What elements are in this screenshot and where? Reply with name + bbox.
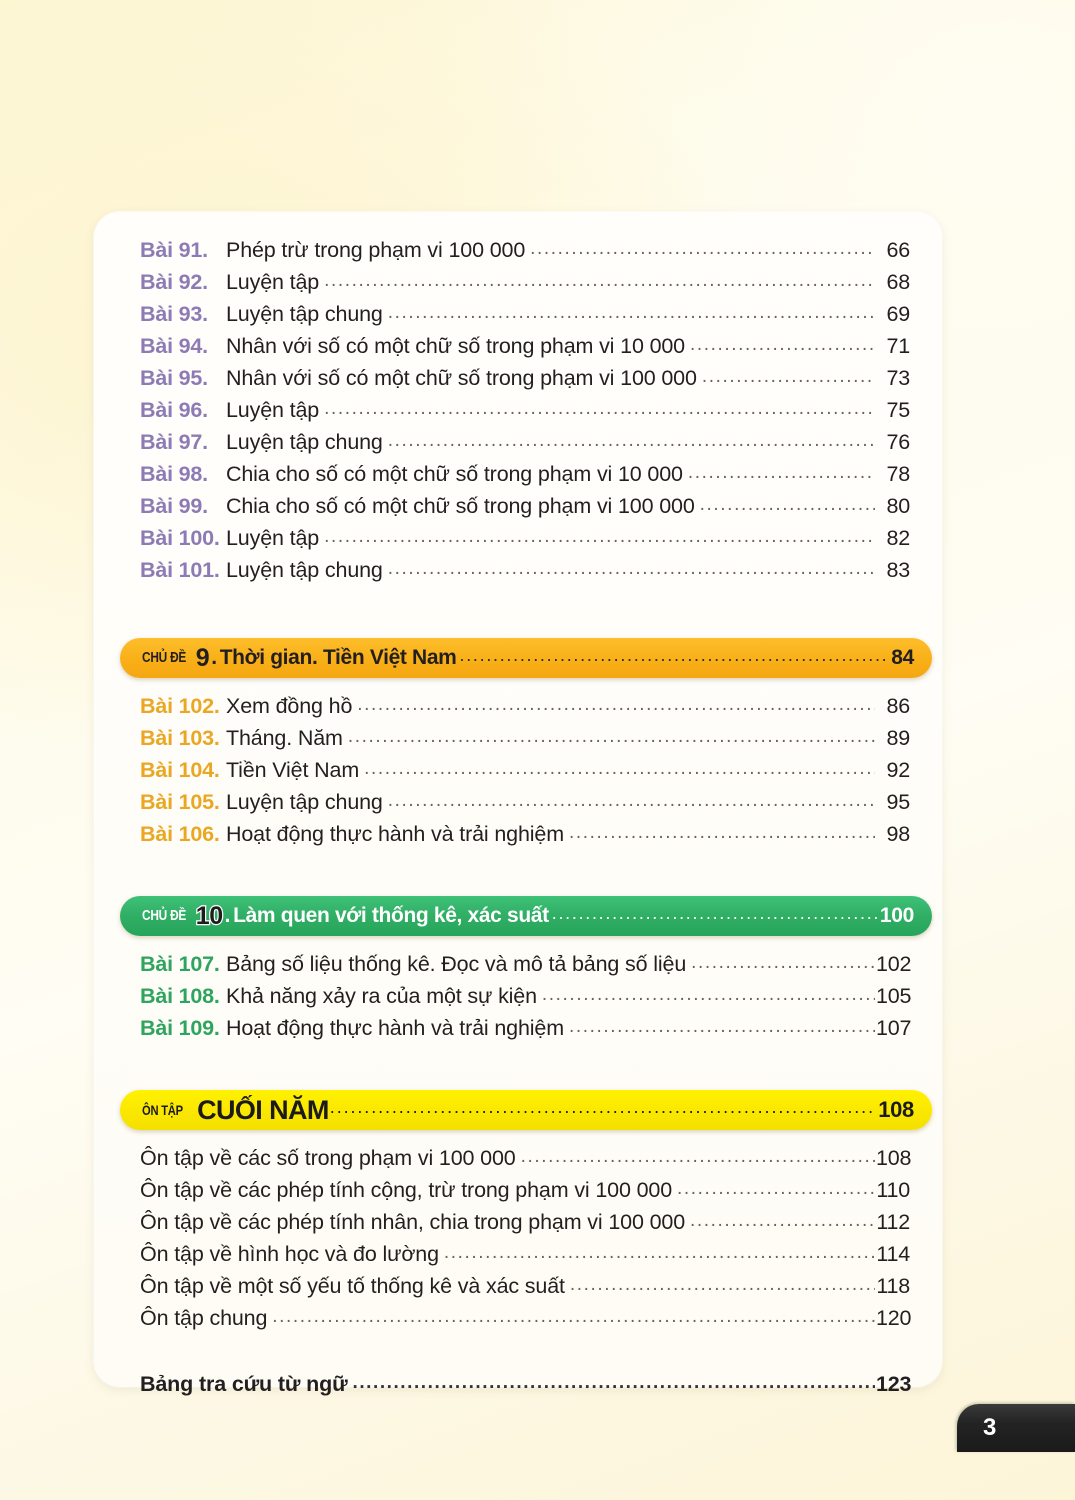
chapter-number: 10 [195, 901, 223, 930]
index-entry-page: 123 [876, 1372, 912, 1396]
lesson-page-number: 98 [886, 822, 910, 846]
leader-dots [690, 335, 875, 354]
toc-row[interactable] [140, 1018, 910, 1050]
toc-row[interactable] [140, 304, 910, 336]
lesson-group-purple [140, 240, 910, 592]
leader-dots [690, 1211, 875, 1230]
lesson-title: Bảng số liệu thống kê. Đọc và mô tả bảng số liệu [226, 952, 687, 976]
leader-dots [677, 1179, 875, 1198]
leader-dots [460, 645, 890, 666]
leader-dots [324, 527, 875, 546]
leader-dots [388, 431, 875, 450]
review-kicker-label: ÔN TẬP [142, 1102, 183, 1118]
lesson-title: Ôn tập về hình học và đo lường [140, 1242, 439, 1266]
toc-row[interactable] [140, 560, 910, 592]
lesson-title: Ôn tập về một số yếu tố thống kê và xác suất [140, 1274, 565, 1298]
page-number: 3 [983, 1414, 997, 1441]
lesson-label: Bài 95. [140, 366, 208, 390]
lesson-title: Luyện tập [226, 270, 320, 294]
lesson-page-number: 75 [886, 398, 910, 422]
toc-row[interactable] [140, 496, 910, 528]
leader-dots [552, 903, 878, 924]
spacer [140, 856, 910, 896]
chapter-number: 9 [195, 643, 210, 672]
toc-row[interactable] [140, 728, 910, 760]
chapter-page-number: 100 [879, 904, 914, 927]
lesson-title: Khả năng xảy ra của một sự kiện [226, 984, 537, 1008]
table-of-contents [140, 238, 914, 1406]
lesson-page-number: 118 [876, 1274, 910, 1298]
lesson-label: Bài 93. [140, 302, 208, 326]
lesson-page-number: 82 [886, 526, 910, 550]
lesson-title: Ôn tập về các số trong phạm vi 100 000 [140, 1146, 516, 1170]
leader-dots [272, 1307, 875, 1326]
lesson-title: Xem đồng hồ [226, 694, 353, 718]
chapter-title: Thời gian. Tiền Việt Nam [219, 646, 457, 669]
lesson-page-number: 114 [876, 1242, 910, 1266]
leader-dots [348, 727, 875, 746]
toc-row[interactable] [140, 986, 910, 1018]
lesson-title: Ôn tập về các phép tính nhân, chia trong phạm vi 100 000 [140, 1210, 686, 1234]
index-entry-title: Bảng tra cứu từ ngữ [140, 1372, 348, 1396]
toc-row[interactable] [140, 1308, 910, 1340]
lesson-page-number: 66 [886, 238, 910, 262]
toc-row[interactable] [140, 400, 910, 432]
leader-dots [542, 985, 875, 1004]
leader-dots [570, 1275, 875, 1294]
lesson-page-number: 68 [886, 270, 910, 294]
lesson-label: Bài 96. [140, 398, 208, 422]
lesson-title: Chia cho số có một chữ số trong phạm vi 100 000 [226, 494, 695, 518]
lesson-title: Ôn tập chung [140, 1306, 268, 1330]
lesson-page-number: 112 [876, 1210, 910, 1234]
toc-row[interactable] [140, 336, 910, 368]
toc-row[interactable] [140, 1244, 910, 1276]
toc-row[interactable] [140, 954, 910, 986]
toc-row[interactable] [140, 760, 910, 792]
toc-row[interactable] [140, 272, 910, 304]
lesson-page-number: 80 [886, 494, 910, 518]
lesson-title: Nhân với số có một chữ số trong phạm vi 100 000 [226, 366, 697, 390]
lesson-label: Bài 104. [140, 758, 220, 782]
leader-dots [569, 823, 875, 842]
lesson-page-number: 110 [876, 1178, 910, 1202]
lesson-page-number: 92 [886, 758, 910, 782]
lesson-page-number: 83 [886, 558, 910, 582]
lesson-title: Chia cho số có một chữ số trong phạm vi 10 000 [226, 462, 683, 486]
lesson-label: Bài 105. [140, 790, 220, 814]
lesson-page-number: 76 [886, 430, 910, 454]
chapter-page-number: 84 [891, 646, 914, 669]
spacer [140, 1340, 910, 1374]
leader-dots [530, 239, 875, 258]
lesson-label: Bài 97. [140, 430, 208, 454]
leader-dots [691, 953, 875, 972]
toc-row[interactable] [140, 464, 910, 496]
lesson-label: Bài 91. [140, 238, 208, 262]
lesson-title: Hoạt động thực hành và trải nghiệm [226, 1016, 564, 1040]
leader-dots [569, 1017, 875, 1036]
leader-dots [444, 1243, 875, 1262]
leader-dots [330, 1097, 876, 1118]
index-entry-row[interactable] [140, 1374, 910, 1406]
lesson-title: Luyện tập chung [226, 790, 383, 814]
toc-row[interactable] [140, 432, 910, 464]
lesson-title: Hoạt động thực hành và trải nghiệm [226, 822, 564, 846]
lesson-page-number: 105 [876, 984, 912, 1008]
leader-dots [388, 791, 875, 810]
leader-dots [357, 695, 875, 714]
lesson-page-number: 95 [886, 790, 910, 814]
chapter-dot: . [224, 904, 231, 927]
lesson-title: Ôn tập về các phép tính cộng, trừ trong phạm vi 100 000 [140, 1178, 673, 1202]
chapter-kicker-label: CHỦ ĐỀ [142, 908, 187, 924]
chapter-banner-9[interactable] [120, 638, 932, 678]
lesson-page-number: 69 [886, 302, 910, 326]
page-number-tab [957, 1404, 1075, 1452]
lesson-page-number: 78 [886, 462, 910, 486]
lesson-title: Luyện tập chung [226, 302, 383, 326]
lesson-title: Luyện tập [226, 526, 320, 550]
lesson-label: Bài 103. [140, 726, 220, 750]
spacer [140, 1050, 910, 1090]
review-title: CUỐI NĂM [197, 1094, 329, 1125]
lesson-label: Bài 100. [140, 526, 220, 550]
lesson-title: Nhân với số có một chữ số trong phạm vi 10 000 [226, 334, 685, 358]
lesson-title: Luyện tập chung [226, 430, 383, 454]
lesson-label: Bài 102. [140, 694, 220, 718]
toc-row[interactable] [140, 1212, 910, 1244]
lesson-page-number: 71 [886, 334, 910, 358]
lesson-group-orange [140, 696, 910, 856]
leader-dots [688, 463, 875, 482]
toc-row[interactable] [140, 1180, 910, 1212]
review-page-number: 108 [878, 1097, 914, 1122]
review-item-list [140, 1148, 910, 1340]
lesson-label: Bài 109. [140, 1016, 220, 1040]
toc-row[interactable] [140, 368, 910, 400]
lesson-label: Bài 106. [140, 822, 220, 846]
chapter-dot: . [211, 646, 217, 669]
lesson-title: Luyện tập chung [226, 558, 383, 582]
lesson-title: Phép trừ trong phạm vi 100 000 [226, 238, 526, 262]
review-banner[interactable] [120, 1090, 932, 1130]
lesson-page-number: 89 [886, 726, 910, 750]
spacer [140, 592, 910, 638]
leader-dots [388, 303, 875, 322]
lesson-page-number: 108 [876, 1146, 912, 1170]
lesson-page-number: 73 [886, 366, 910, 390]
lesson-label: Bài 101. [140, 558, 220, 582]
lesson-title: Tiền Việt Nam [226, 758, 360, 782]
toc-row[interactable] [140, 1276, 910, 1308]
leader-dots [324, 399, 875, 418]
lesson-label: Bài 99. [140, 494, 208, 518]
leader-dots [364, 759, 875, 778]
leader-dots [353, 1373, 876, 1392]
lesson-group-green [140, 954, 910, 1050]
chapter-kicker-label: CHỦ ĐỀ [142, 650, 187, 666]
lesson-page-number: 86 [886, 694, 910, 718]
toc-row[interactable] [140, 696, 910, 728]
lesson-page-number: 107 [876, 1016, 912, 1040]
lesson-title: Luyện tập [226, 398, 320, 422]
lesson-page-number: 102 [876, 952, 912, 976]
toc-row[interactable] [140, 240, 910, 272]
toc-row[interactable] [140, 792, 910, 824]
leader-dots [702, 367, 875, 386]
lesson-label: Bài 92. [140, 270, 208, 294]
toc-row[interactable] [140, 1148, 910, 1180]
toc-row[interactable] [140, 824, 910, 856]
leader-dots [388, 559, 875, 578]
toc-row[interactable] [140, 528, 910, 560]
leader-dots [521, 1147, 875, 1166]
lesson-label: Bài 98. [140, 462, 208, 486]
chapter-title: Làm quen với thống kê, xác suất [233, 904, 549, 927]
leader-dots [324, 271, 875, 290]
chapter-banner-10[interactable] [120, 896, 932, 936]
lesson-label: Bài 108. [140, 984, 220, 1008]
lesson-label: Bài 94. [140, 334, 208, 358]
leader-dots [700, 495, 875, 514]
lesson-title: Tháng. Năm [226, 726, 343, 750]
lesson-page-number: 120 [876, 1306, 912, 1330]
lesson-label: Bài 107. [140, 952, 220, 976]
